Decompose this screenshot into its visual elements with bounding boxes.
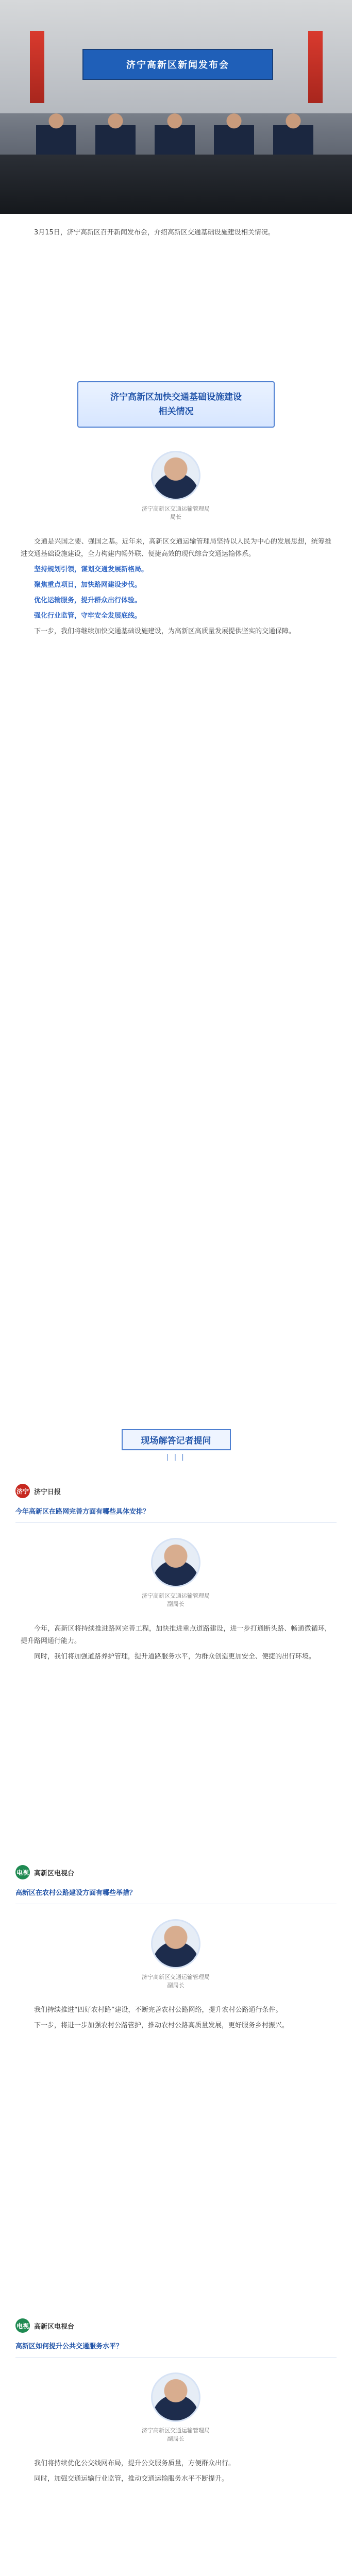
press-conference-photo: [0, 0, 352, 214]
speaker-caption: [98, 2427, 253, 2443]
reporter-question: 今年高新区在路网完善方面有哪些具体安排？: [15, 1508, 150, 1516]
caption-role: 副局长: [167, 1982, 185, 1989]
speaker-caption: [98, 505, 253, 521]
media-logo-icon: 电视: [15, 1865, 30, 1879]
caption-org: 济宁高新区交通运输管理局: [142, 1592, 210, 1599]
speaker-avatar: [151, 1919, 200, 1969]
body-paragraph: 交通是兴国之要、强国之基。近年来，高新区交通运输管理局坚持以人民为中心的发展思想，统筹推进交通基础设施建设，全力构建内畅外联、便捷高效的现代综合交通运输体系。: [21, 538, 331, 558]
media-name: 高新区电视台: [34, 2323, 75, 2331]
media-tag: [15, 2318, 74, 2333]
reporter-question: 高新区在农村公路建设方面有哪些举措？: [15, 1889, 137, 1897]
section-banner: [77, 381, 275, 428]
media-tag: [15, 1484, 61, 1498]
answer-paragraph: 同时，加强交通运输行业监管，推动交通运输服务水平不断提升。: [34, 2475, 229, 2483]
answer-paragraph: 我们持续推进“四好农村路”建设，不断完善农村公路网络，提升农村公路通行条件。: [34, 2006, 282, 2014]
media-name: 高新区电视台: [34, 1869, 75, 1877]
intro-paragraph: 3月15日，济宁高新区召开新闻发布会，介绍高新区交通基础设施建设相关情况。: [34, 229, 275, 236]
media-logo-icon: 电视: [15, 2318, 30, 2333]
flag-left: [30, 31, 44, 103]
conference-table: [0, 155, 352, 214]
answer-paragraph: 我们将持续优化公交线网布局，提升公交服务质量，方便群众出行。: [34, 2460, 236, 2467]
body-highlight: 强化行业监管，守牢安全发展底线。: [34, 612, 142, 620]
caption-role: 副局长: [167, 1601, 185, 1607]
caption-org: 济宁高新区交通运输管理局: [142, 505, 210, 512]
speaker-avatar: [151, 1538, 200, 1587]
qa-section-title: [0, 1427, 352, 1463]
body-highlight: 坚持规划引领，谋划交通发展新格局。: [34, 566, 148, 573]
answer-paragraph: 今年，高新区将持续推进路网完善工程，加快推进重点道路建设，进一步打通断头路、畅通微循环，提升路网通行能力。: [21, 1625, 331, 1645]
answer-paragraph: 同时，我们将加强道路养护管理，提升道路服务水平，为群众创造更加安全、便捷的出行环境。: [34, 1653, 316, 1660]
speaker-avatar: [151, 451, 200, 500]
speaker-avatar: [151, 2372, 200, 2422]
body-highlight: 聚焦重点项目，加快路网建设步伐。: [34, 581, 142, 589]
divider-line: [15, 2357, 337, 2358]
speaker-caption: [98, 1592, 253, 1608]
media-logo-icon: 济宁: [15, 1484, 30, 1498]
caption-role: 局长: [170, 514, 181, 520]
section1-body: [21, 536, 331, 641]
media-tag: [15, 1865, 74, 1879]
section-banner-title: 济宁高新区加快交通基础设施建设: [110, 392, 242, 402]
section-banner-subtitle: 相关情况: [158, 406, 194, 417]
reporter-question: 高新区如何提升公共交通服务水平？: [15, 2343, 123, 2350]
caption-role: 副局长: [167, 2435, 185, 2442]
answer-paragraph: 下一步，将进一步加强农村公路管护，推动农村公路高质量发展，更好服务乡村振兴。: [34, 2022, 289, 2029]
flag-right: [308, 31, 323, 103]
answer-body: [21, 2004, 331, 2035]
divider-line: [15, 1522, 337, 1523]
conference-banner: 济宁高新区新闻发布会: [82, 49, 273, 80]
media-name: 济宁日报: [34, 1488, 61, 1496]
speaker-caption: [98, 1973, 253, 1990]
qa-title-box: 现场解答记者提问: [122, 1429, 231, 1450]
qa-title-divider: | | |: [166, 1453, 186, 1461]
body-paragraph: 下一步，我们将继续加快交通基础设施建设，为高新区高质量发展提供坚实的交通保障。: [34, 628, 296, 635]
caption-org: 济宁高新区交通运输管理局: [142, 2427, 210, 2434]
body-highlight: 优化运输服务，提升群众出行体验。: [34, 597, 142, 604]
answer-body: [21, 1623, 331, 1666]
caption-org: 济宁高新区交通运输管理局: [142, 1974, 210, 1980]
answer-body: [21, 2458, 331, 2488]
